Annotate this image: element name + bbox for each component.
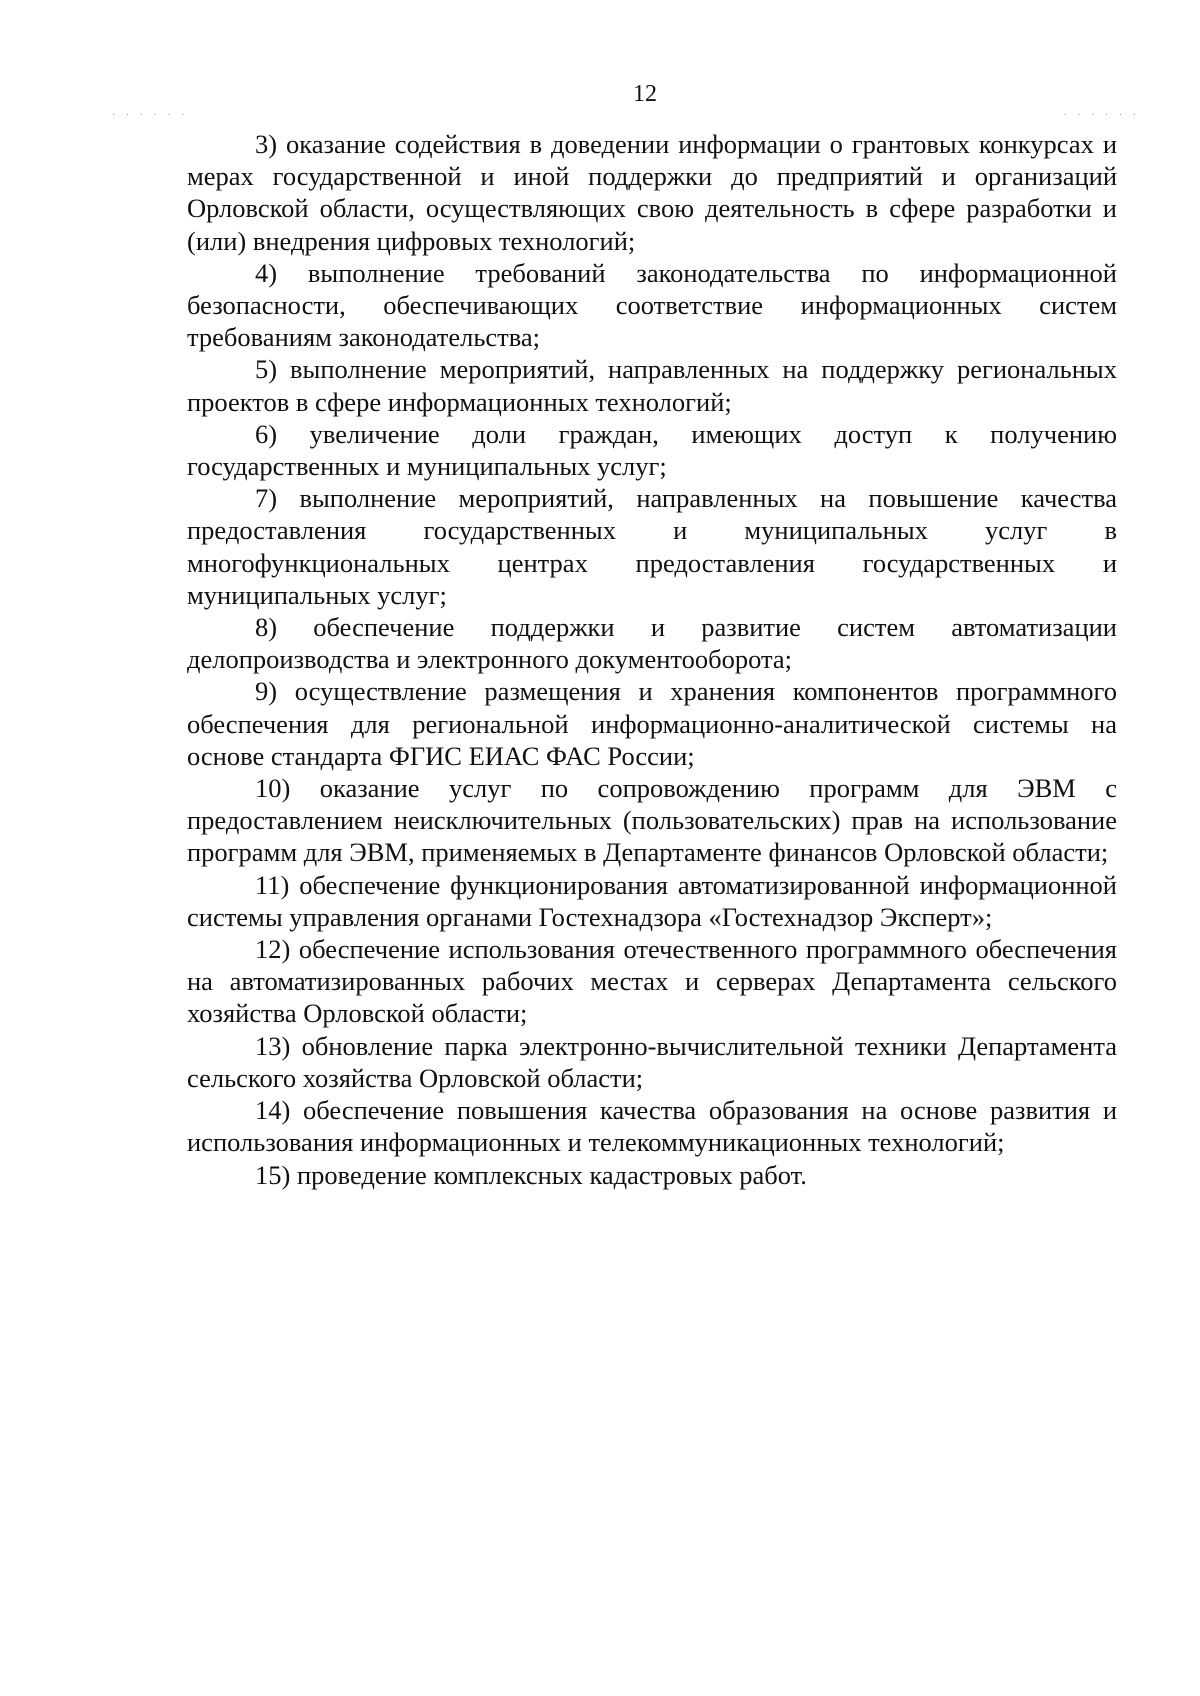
list-item-12: 12) обеспечение использования отечественного программного обеспечения на автоматизированных рабочих местах и серверах Департамента сельского хозяйства Орловской области; — [187, 934, 1117, 1029]
list-item-15: 15) проведение комплексных кадастровых работ. — [255, 1159, 807, 1190]
list-item-3: 3) оказание содействия в доведении информации о грантовых конкурсах и мерах государственной и иной поддержки до предприятий и организаций Орловской области, осуществляющих свою деятельность в сфере разработки и (или) внедрения цифровых технологий; — [187, 129, 1117, 256]
page-number: 12 — [633, 81, 657, 107]
list-item-9: 9) осуществление размещения и хранения компонентов программного обеспечения для региональной информационно-аналитической системы на основе стандарта ФГИС ЕИАС ФАС России; — [187, 676, 1117, 771]
list-item-7: 7) выполнение мероприятий, направленных на повышение качества предоставления государственных и муниципальных услуг в многофункциональных центрах предоставления государственных и муниципальных услуг; — [187, 483, 1117, 610]
list-item-10: 10) оказание услуг по сопровождению программ для ЭВМ с предоставлением неисключительных (пользовательских) прав на использование программ для ЭВМ, применяемых в Департаменте финансов Орловской области; — [187, 773, 1117, 868]
list-item-11: 11) обеспечение функционирования автоматизированной информационной системы управления органами Гостехнадзора «Гостехнадзор Эксперт»; — [187, 869, 1117, 932]
list-item-8: 8) обеспечение поддержки и развитие систем автоматизации делопроизводства и электронного документооборота; — [187, 612, 1117, 675]
scan-artifact-dots: · · · · · · — [112, 110, 189, 121]
list-item-5: 5) выполнение мероприятий, направленных на поддержку региональных проектов в сфере информационных технологий; — [187, 354, 1117, 417]
document-body — [187, 128, 1117, 1191]
scan-artifact-dots: · · · · · · — [1063, 110, 1140, 121]
list-item-6: 6) увеличение доли граждан, имеющих доступ к получению государственных и муниципальных услуг; — [187, 418, 1117, 482]
list-item-14: 14) обеспечение повышения качества образования на основе развития и использования информационных и телекоммуникационных технологий; — [187, 1095, 1117, 1158]
list-item-4: 4) выполнение требований законодательства по информационной безопасности, обеспечивающих соответствие информационных систем требованиям законодательства; — [187, 257, 1117, 353]
list-item-13: 13) обновление парка электронно-вычислительной техники Департамента сельского хозяйства Орловской области; — [187, 1030, 1117, 1093]
